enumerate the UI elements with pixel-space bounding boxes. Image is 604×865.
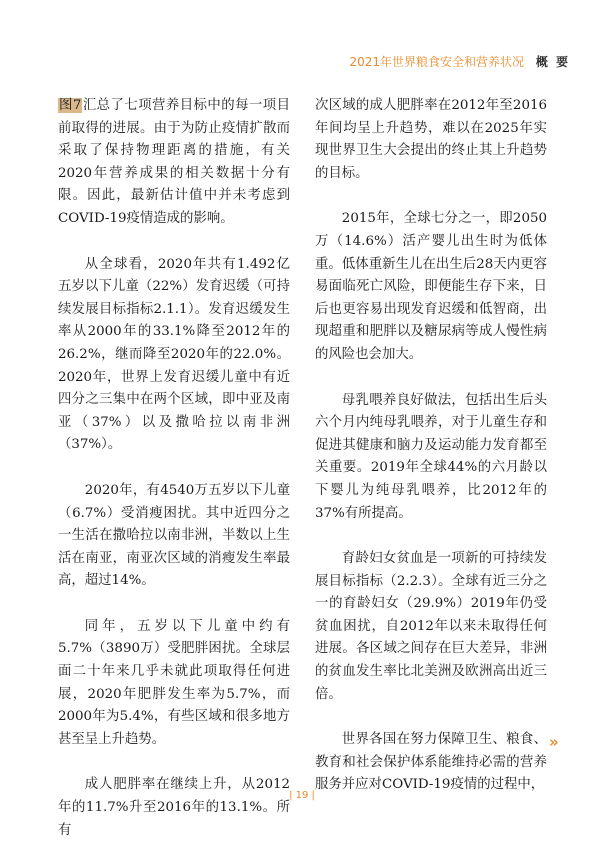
left-column — [58, 95, 290, 865]
paragraph-text: 汇总了七项营养目标中的每一项目前取得的进展。由于为防止疫情扩散而采取了保持物理距离的措施，有关2020年营养成果的相关数据十分有限。因此，最新估计值中并未考虑到COVID-19疫情造成的影响。 — [58, 98, 291, 226]
page-number: | 19 | — [289, 790, 315, 801]
paragraph: 同年，五岁以下儿童中约有5.7%（3890万）受肥胖困扰。全球层面二十年来几乎未就此项取得任何进展，2020年肥胖发生率为5.7%，而2000年为5.4%，有些区域和很多地方甚至呈上升趋势。 — [58, 618, 290, 747]
right-column — [315, 95, 547, 820]
header-title: 2021年世界粮食安全和营养状况 — [349, 55, 524, 69]
paragraph: 2015年，全球七分之一，即2050万（14.6%）活产婴儿出生时为低体重。低体重新生儿在出生后28天内更容易面临死亡风险，即便能生存下来，日后也更容易出现发育迟缓和低智商，出现超重和肥胖以及糖尿病等成人慢性病的风险也会加大。 — [315, 211, 547, 362]
paragraph: 成人肥胖率在继续上升，从2012年的11.7%升至2016年的13.1%。所有 — [58, 777, 290, 838]
paragraph — [58, 95, 290, 231]
paragraph: 母乳喂养良好做法，包括出生后头六个月内纯母乳喂养，对于儿童生存和促进其健康和脑力及运动能力发育都至关重要。2019年全球44%的六月龄以下婴儿为纯母乳喂养，比2012年的37%有所提高。 — [315, 392, 547, 521]
paragraph: 世界各国在努力保障卫生、粮食、教育和社会保护体系能维持必需的营养服务并应对COVID-19疫情的过程中， — [315, 732, 547, 793]
header-section: 概 要 — [535, 55, 570, 69]
paragraph: 2020年，有4540万五岁以下儿童（6.7%）受消瘦困扰。其中近四分之一生活在撒哈拉以南非洲，半数以上生活在南亚，南亚次区域的消瘦发生率最高，超过14%。 — [58, 482, 290, 589]
paragraph: 从全球看，2020年共有1.492亿五岁以下儿童（22%）发育迟缓（可持续发展目标指标2.1.1）。发育迟缓发生率从2000年的33.1%降至2012年的26.2%，继而降至2020年的22.0%。2020年，世界上发育迟缓儿童中有近四分之三集中在两个区域，即中亚及南亚（37%）以及撒哈拉以南非洲（37%）。 — [58, 256, 290, 453]
continue-arrow-icon[interactable]: » — [549, 733, 559, 751]
running-header — [0, 53, 570, 70]
paragraph: 次区域的成人肥胖率在2012年至2016年间均呈上升趋势，难以在2025年实现世界卫生大会提出的终止其上升趋势的目标。 — [315, 98, 547, 181]
figure-link[interactable]: 图7 — [59, 98, 82, 113]
paragraph: 育龄妇女贫血是一项新的可持续发展目标指标（2.2.3）。全球有近三分之一的育龄妇女（29.9%）2019年仍受贫血困扰，自2012年以来未取得任何进展。各区域之间存在巨大差异，非洲的贫血发生率比北美洲及欧洲高出近三倍。 — [315, 551, 547, 702]
